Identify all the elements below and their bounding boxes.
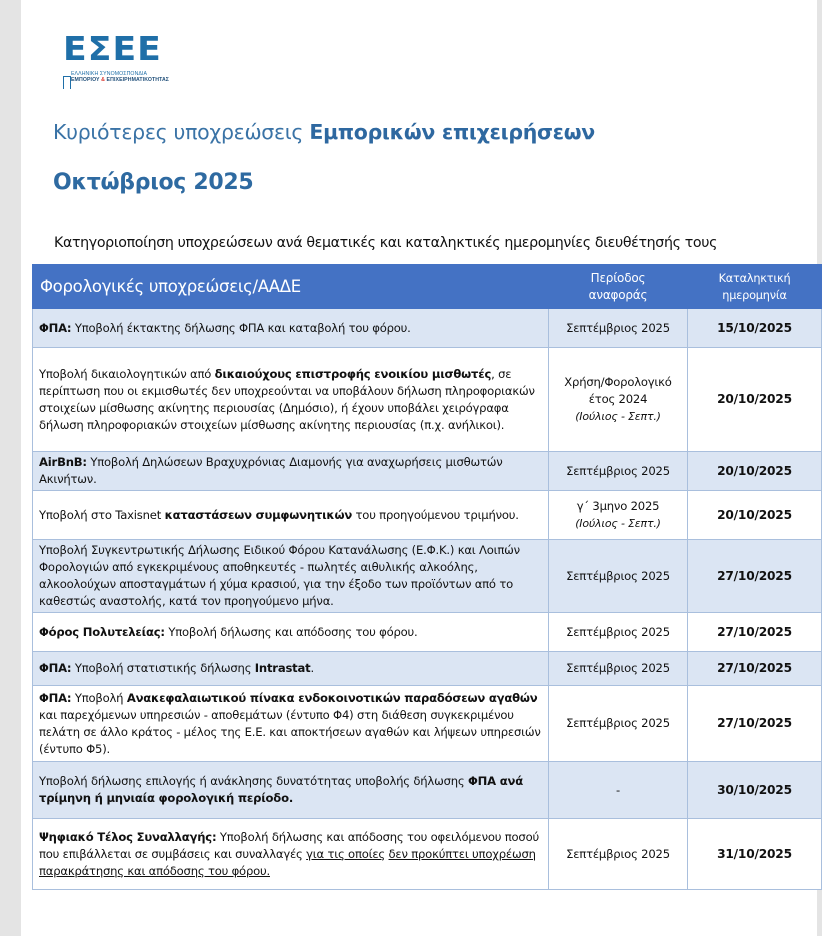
heading-bold: Εμπορικών επιχειρήσεων [309,120,595,144]
logo-bracket-icon [63,76,71,89]
description-text: του προηγούμενου τριμήνου. [352,507,519,522]
logo-ampersand: & [101,77,106,83]
logo-subtitle-part: ΕΠΙΧΕΙΡΗΜΑΤΙΚΟΤΗΤΑΣ [105,77,170,83]
header-deadline [688,265,822,309]
period-value: γ΄ 3μηνο 2025 [576,499,660,513]
description-bold: Intrastat [254,661,311,675]
table-row [33,686,822,762]
intro-text: Κατηγοριοποίηση υποχρεώσεων ανά θεματικές και καταληκτικές ημερομηνίες διευθέτησής τους [54,235,718,251]
header-period [549,265,688,309]
period-note: (Ιούλιος - Σεπτ.) [575,517,661,530]
period-value: Σεπτέμβριος 2025 [566,320,670,335]
table-row [33,452,822,491]
description-bold: ΦΠΑ: [39,690,72,705]
description-bold: Ανακεφαλαιωτικού πίνακα ενδοκοινοτικών παραδόσεων αγαθών [126,690,538,705]
obligation-description [33,762,549,819]
description-text: Υποβολή στο Taxisnet [39,507,165,522]
table-row [33,819,822,890]
description-bold: Ψηφιακό Τέλος Συναλλαγής: [39,829,217,844]
obligation-description [33,309,549,348]
deadline-date: 15/10/2025 [688,309,822,348]
description-underlined: δεν προκύπτει υποχρέωση παρακράτησης και απόδοσης του φόρου. [39,846,536,878]
logo-subtitle-line2 [71,77,183,83]
obligation-description [33,491,549,540]
deadline-date: 20/10/2025 [688,491,822,540]
deadline-date: 31/10/2025 [688,819,822,890]
logo-subtitle-part: ΕΜΠΟΡΙΟΥ [71,77,102,83]
deadline-date: 27/10/2025 [688,652,822,686]
description-text: Υποβολή δήλωσης και απόδοσης του φόρου. [164,624,418,639]
reference-period [549,452,688,491]
description-text: Υποβολή δήλωσης και απόδοσης του οφειλόμενου ποσού που επιβάλλεται σε συμβάσεις και συναλλαγές [39,829,539,861]
description-text: Υποβολή δικαιολογητικών από [39,366,215,381]
description-text: Υποβολή δήλωσης επιλογής ή ανάκλησης δυνατότητας υποβολής δήλωσης [39,774,468,788]
logo-mark: ΕΣΕΕ [63,29,162,68]
month-title: Οκτώβριος 2025 [53,170,254,195]
heading-prefix: Κυριότερες υποχρεώσεις [53,120,310,144]
period-value: Σεπτέμβριος 2025 [566,568,670,583]
description-bold: δικαιούχους επιστροφής ενοικίου μισθωτές [214,366,492,381]
description-text: και παρεχόμενων υπηρεσιών - αποθεμάτων (έντυπο Φ4) στη διάθεση συγκεκριμένου πελάτη σε άλλο κράτος - μέλος της Ε.Ε. και αποκτήσεων αγαθών και λήψεων υπηρεσιών (έντυπο Φ5). [39,707,541,756]
obligation-description [33,613,549,652]
description-underlined: για τις οποίες [306,846,386,861]
deadline-date: 30/10/2025 [688,762,822,819]
reference-period [549,491,688,540]
table-header-row [33,265,822,309]
page-heading [53,120,595,144]
header-deadline-line: ημερομηνία [722,288,787,302]
description-text: Υποβολή [71,690,127,705]
description-text: Υποβολή έκτακτης δήλωσης ΦΠΑ και καταβολή του φόρου. [71,320,411,335]
description-text: , σε περίπτωση που οι εκμισθωτές δεν υποχρεούνται να υποβάλουν δήλωση πληροφοριακών στοιχείων μίσθωσης ακίνητης περιουσίας (Δημόσιο), ή έχουν υποβάλει χειρόγραφα δήλωση πληροφοριακών στοιχείων μίσθωσης ακίνητης περιουσίας (π.χ. ανήλικοι). [39,366,535,432]
reference-period [549,613,688,652]
reference-period [549,652,688,686]
table-body [33,309,822,890]
obligation-description [33,686,549,762]
obligations-table [32,264,822,890]
reference-period [549,348,688,452]
deadline-date: 27/10/2025 [688,613,822,652]
deadline-date: 27/10/2025 [688,540,822,613]
period-value: Σεπτέμβριος 2025 [566,846,670,861]
obligation-description [33,540,549,613]
description-text: Υποβολή Δηλώσεων Βραχυχρόνιας Διαμονής για αναχωρήσεις μισθωτών Ακινήτων. [39,455,503,486]
table-row [33,652,822,686]
description-bold: καταστάσεων συμφωνητικών [164,507,353,522]
period-value: Χρήση/Φορολογικό έτος 2024 [564,375,672,406]
table-row [33,762,822,819]
description-bold: ΦΠΑ: [39,661,72,675]
description-text: Υποβολή στατιστικής δήλωσης [71,661,255,675]
description-bold: ΦΠΑ ανά τρίμηνη ή μηνιαία φορολογική περίοδο. [39,774,523,805]
table-row [33,309,822,348]
obligation-description [33,819,549,890]
header-period-line: Περίοδος [590,270,646,285]
reference-period [549,686,688,762]
deadline-date: 27/10/2025 [688,686,822,762]
obligation-description [33,652,549,686]
esee-logo [63,29,183,96]
deadline-date: 20/10/2025 [688,348,822,452]
header-category: Φορολογικές υποχρεώσεις/ΑΑΔΕ [33,265,549,309]
description-text: . [310,661,314,675]
reference-period [549,819,688,890]
obligation-description [33,452,549,491]
period-note: (Ιούλιος - Σεπτ.) [575,410,661,423]
period-value: Σεπτέμβριος 2025 [566,624,670,639]
reference-period [549,762,688,819]
period-value: Σεπτέμβριος 2025 [566,716,670,730]
period-value: Σεπτέμβριος 2025 [566,661,670,675]
table-row [33,491,822,540]
description-bold: Φόρος Πολυτελείας: [39,624,165,639]
table-row [33,540,822,613]
period-value: Σεπτέμβριος 2025 [566,463,670,478]
logo-subtitle [71,71,183,83]
description-text: Υποβολή Συγκεντρωτικής Δήλωσης Ειδικού Φόρου Κατανάλωσης (Ε.Φ.Κ.) και Λοιπών Φορολογιών από εγκεκριμένους αποθηκευτές - πωλητές αιθυλικής αλκοόλης, αλκοολούχων αποσταγμάτων ή χύμα κρασιού, για την έξοδο των προϊόντων από το καθεστώς αναστολής, κατά τον προηγούμενο μήνα. [39,543,520,608]
deadline-date: 20/10/2025 [688,452,822,491]
obligation-description [33,348,549,452]
description-bold: ΦΠΑ: [39,320,72,335]
header-period-line: αναφοράς [588,287,648,302]
period-value: - [616,782,620,797]
reference-period [549,540,688,613]
header-deadline-line: Καταληκτική [718,271,791,285]
document-page [21,0,817,936]
reference-period [549,309,688,348]
logo-subtitle-line1: ΕΛΛΗΝΙΚΗ ΣΥΝΟΜΟΣΠΟΝΔΙΑ [71,71,148,77]
table-row [33,613,822,652]
table-row [33,348,822,452]
description-bold: AirBnB: [39,455,87,469]
